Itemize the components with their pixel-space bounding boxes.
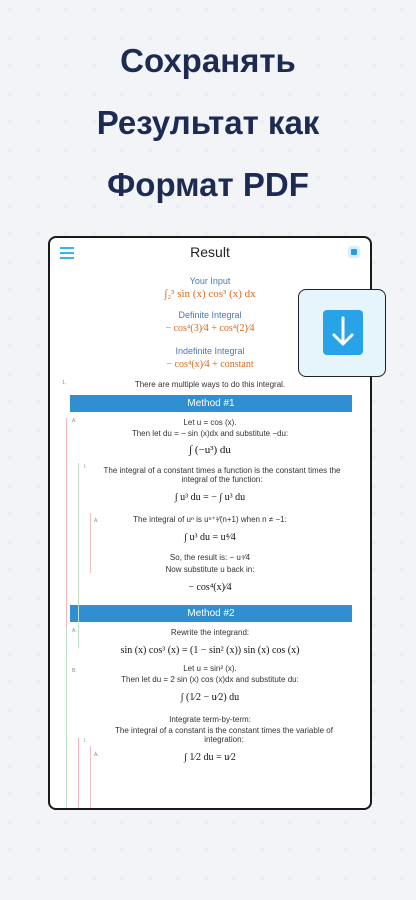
step-text: Then let du = − sin (x)dx and substitute −du:	[131, 429, 289, 438]
method-1-header[interactable]: Method #1	[70, 395, 352, 412]
step-number: A.	[72, 418, 77, 424]
promo-line-3: Формат PDF	[107, 166, 309, 203]
step-number: I.	[84, 738, 87, 744]
step-divider	[66, 418, 67, 653]
step-expression: − cos⁴(x)⁄4	[188, 582, 232, 593]
step-text: So, the result is: − u⁴⁄4	[169, 553, 251, 562]
step-divider	[90, 746, 91, 810]
step-text: Then let du = 2 sin (x) cos (x)dx and substitute du:	[121, 675, 299, 684]
promo-line-2: Результат как	[96, 104, 320, 141]
download-callout[interactable]	[298, 289, 386, 377]
step-text: The integral of a constant is the constant times the variable of integration:	[115, 726, 333, 744]
step-text: Now substitute u back in:	[165, 565, 255, 574]
step-expression: sin (x) cos³ (x) = (1 − sin² (x)) sin (x) cos (x)	[120, 645, 300, 656]
step-divider	[78, 738, 79, 810]
step-divider	[66, 628, 67, 810]
step-number: 1.	[62, 380, 67, 386]
indefinite-expression: − cos⁴(x)⁄4 + constant	[166, 359, 254, 370]
step-text: Let u = cos (x).	[183, 418, 237, 427]
step-divider	[90, 513, 91, 573]
step-expression: ∫ (−u³) du	[189, 444, 231, 456]
step-text: Let u = sin² (x).	[183, 664, 237, 673]
step-text: Integrate term-by-term:	[169, 715, 251, 724]
step-text: Rewrite the integrand:	[170, 628, 250, 637]
download-icon[interactable]	[348, 246, 360, 258]
method-2-body	[50, 628, 370, 763]
definite-label: Definite Integral	[178, 310, 242, 320]
step-expression: ∫ 1⁄2 du = u⁄2	[184, 752, 236, 763]
page-title: Result	[190, 244, 230, 260]
input-expression: ∫₂³ sin (x) cos³ (x) dx	[164, 288, 256, 300]
definite-expression: − cos⁴(3)⁄4 + cos⁴(2)⁄4	[165, 323, 255, 334]
step-number: A.	[72, 628, 77, 634]
step-number: B.	[72, 668, 77, 674]
step-divider	[78, 463, 79, 648]
step-number: I.	[84, 464, 87, 470]
method-1-body	[50, 418, 370, 593]
promo-line-1: Сохранять	[120, 42, 296, 79]
step-number: A.	[94, 752, 99, 758]
input-label: Your Input	[189, 276, 231, 286]
app-bar	[50, 238, 370, 268]
indefinite-label: Indefinite Integral	[175, 346, 245, 356]
step-text: The integral of uⁿ is uⁿ⁺¹⁄(n+1) when n ≠ −1:	[133, 515, 287, 524]
step-expression: ∫ (1⁄2 − u⁄2) du	[180, 692, 240, 703]
step-expression: ∫ u³ du = u⁴⁄4	[184, 532, 236, 543]
download-icon	[323, 310, 363, 355]
intro-text: There are multiple ways to do this integral.	[134, 380, 286, 389]
step-number: A.	[94, 518, 99, 524]
method-2-header[interactable]: Method #2	[70, 605, 352, 622]
intro-step	[50, 380, 370, 389]
step-text: The integral of a constant times a function is the constant times the integral of the function:	[103, 466, 341, 484]
step-expression: ∫ u³ du = − ∫ u³ du	[174, 492, 246, 503]
